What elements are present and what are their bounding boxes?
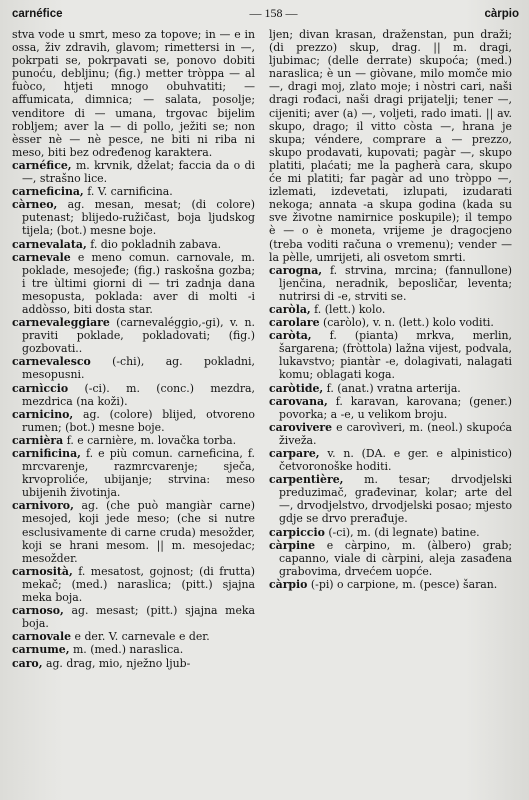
dictionary-entry: [12, 238, 255, 251]
dictionary-entry: [12, 657, 255, 670]
entry-definition: (carnevaléggio,-gi), v. n. praviti poklade, pokladovati; (fig.) gozbovati..: [22, 316, 256, 356]
entry-definition: e der. V. carnevale e der.: [74, 630, 210, 644]
entry-definition: (-chi), ag. pokladni, mesopusni.: [22, 355, 255, 382]
entry-headword: carovana,: [269, 394, 328, 408]
entry-definition: ag. mesast; (pitt.) sjajna meka boja.: [22, 604, 255, 631]
dictionary-entry: [269, 303, 512, 316]
entry-headword: carpare,: [269, 447, 320, 460]
entry-headword: carolare: [269, 316, 320, 330]
entry-definition: e meno comun. carnovale, m. poklade, mesojeđe; (fig.) raskošna gozba; i tre ùltimi giorni di — tri zadnja dana mesopusta, poklada: aver di molti -i addòsso, biti dosta star.: [22, 250, 255, 316]
entry-headword: carnivoro,: [12, 499, 74, 513]
dictionary-entry: [12, 604, 255, 630]
entry-definition: e càrpino, m. (àlbero) grab; capanno, viale di càrpini, aleja zasađena grabovima, drvećem uopće.: [279, 538, 512, 578]
entry-definition: f. e carnière, m. lovačka torba.: [66, 433, 237, 447]
dictionary-entry: [12, 499, 255, 564]
entry-headword: carnosità,: [12, 564, 73, 578]
entry-definition: v. n. (DA. e ger. e alpinistico) četvoronoške hoditi.: [279, 447, 513, 474]
entry-headword: carnicino,: [12, 407, 74, 421]
entry-headword: carpentière,: [269, 473, 344, 487]
entry-definition: f. (anat.) vratna arterija.: [326, 381, 461, 395]
dictionary-entry: [12, 447, 255, 499]
dictionary-entry: [269, 329, 512, 381]
dictionary-entry: [12, 565, 255, 604]
entry-headword: carnume,: [12, 643, 70, 657]
dictionary-entry: [12, 643, 255, 656]
left-guide-word: carnéfice: [12, 8, 63, 20]
entry-headword: caròta,: [269, 329, 312, 343]
right-column: [269, 28, 512, 670]
entry-definition: m. krvnik, dželat; faccia da o di —, strašno lice.: [22, 158, 255, 186]
dictionary-entry: [12, 28, 255, 159]
entry-headword: carogna,: [269, 263, 323, 277]
dictionary-entry: [12, 630, 255, 643]
entry-headword: caròla,: [269, 302, 311, 316]
dictionary-entry: [269, 473, 512, 525]
entry-headword: càrpio: [269, 577, 308, 591]
right-guide-word: càrpio: [484, 8, 519, 20]
entry-headword: carnovale: [12, 630, 72, 644]
entry-definition: (-pi) o carpione, m. (pesce) šaran.: [310, 577, 498, 591]
dictionary-entry: [12, 382, 255, 408]
entry-definition: f. (pianta) mrkva, merlin, šargarena; (fròttola) lažna vijest, podvala, lukavstvo; piantàr -e, dolagivati, nalagati komu; oblagati koga.: [279, 329, 513, 382]
dictionary-entry: [269, 28, 512, 264]
entry-headword: carovivere: [269, 420, 333, 434]
entry-headword: càrneo,: [12, 198, 58, 212]
dictionary-entry: [269, 447, 512, 473]
entry-definition: ag. drag, mio, nježno ljub-: [45, 656, 191, 670]
entry-definition: f. strvina, mrcina; (fannullone) ljenčina, neradnik, beposličar, leventa; nutrirsi di -e, strviti se.: [279, 263, 513, 303]
entry-definition: f. dio pokladnih zabava.: [90, 237, 222, 251]
dictionary-entry: [269, 421, 512, 447]
dictionary-entry: [12, 408, 255, 434]
dictionary-entry: [12, 159, 255, 185]
entry-definition: f. karavan, karovana; (gener.) povorka; a -e, u velikom broju.: [279, 394, 512, 421]
entry-definition: e carovìveri, m. (neol.) skupoća živeža.: [279, 420, 512, 447]
entry-definition: ag. mesan, mesat; (di colore) putenast; blijedo-ružičast, boja ljudskog tijela; (bot.) mesne boje.: [22, 198, 255, 238]
dictionary-entry: [12, 185, 255, 198]
entry-definition: stva vode u smrt, meso za topove; in — e in ossa, živ zdravih, glavom; rimettersi in —, pokrpati se, pokrpavati se, ponovo dobiti punoću, debljinu; (fig.) metter tròppa — al fuòco, htjeti mnogo obuhvatiti; — affumicata, dimnica; — salata, posolje; venditore di — umana, trgovac bijelim robljem; aver la — di pollo, ježiti se; non èsser nè — nè pesce, ne biti ni riba ni meso, biti bez određenog karaktera.: [12, 28, 255, 159]
entry-definition: ag. (colore) blijed, otvoreno rumen; (bot.) mesne boje.: [22, 407, 255, 434]
entry-headword: carneficina,: [12, 185, 84, 199]
dictionary-entry: [269, 264, 512, 303]
dictionary-entry: [12, 355, 255, 381]
entry-headword: carnoso,: [12, 604, 64, 618]
entry-definition: ljen; divan krasan, draženstan, pun draži; (di prezzo) skup, drag. || m. dragi, ljubimac; (delle derrate) skupoća; (med.) naraslica; è un — giòvane, milo momče mio —, dragi moj, zlato moje; i nòstri cari, naši dragi rođaci, naši dragi prijatelji; tener —, cijeniti; aver (a) —, voljeti, rado imati. || av. skupo, drago; il vitto còsta —, hrana je skupa; véndere, comprare a — prezzo, skupo prodavati, kupovati; pagàr —, skupo platiti, plaćati; me la pagherà cara, skupo će mi platiti; far pagàr ad uno tròppo —, izlemati, izdevetati, izlupati, izudarati nekoga; annata -a skupa godina (kada su sve životne namirnice poskupile); il tempo è — o è moneta, vrijeme je dragocjeno (treba voditi računa o vremenu); vender — la pèlle, umrijeti, ali osvetom smrti.: [269, 28, 512, 264]
entry-definition: f. e più comun. carneficina, f. mrcvarenje, razmrcvarenje; sječa, krvoproliće, ubijanje; strvina: meso ubijenih životinja.: [22, 447, 256, 500]
entry-definition: m. tesar; drvodjelski preduzimač, građevinar, kolar; arte del —, drvodjelstvo, drvodjelski posao; mjesto gdje se drvo prerađuje.: [279, 473, 512, 526]
entry-headword: carnìccio: [12, 381, 69, 395]
entry-definition: f. V. carnificina.: [87, 185, 173, 199]
dictionary-entry: [269, 578, 512, 591]
entry-headword: caròtide,: [269, 381, 324, 395]
entry-headword: carnevaleggiare: [12, 316, 110, 330]
dictionary-entry: [269, 395, 512, 421]
left-column: [12, 28, 255, 670]
entry-headword: carnéfice,: [12, 158, 72, 172]
page-number: — 158 —: [249, 6, 298, 20]
entry-definition: m. (med.) naraslica.: [72, 643, 184, 657]
entry-headword: caro,: [12, 656, 43, 670]
dictionary-entry: [269, 526, 512, 539]
dictionary-entry: [269, 539, 512, 578]
entry-definition: f. (lett.) kolo.: [314, 302, 386, 316]
dictionary-entry: [12, 316, 255, 355]
entry-definition: (caròlo), v. n. (lett.) kolo voditi.: [323, 316, 494, 330]
dictionary-entry: [12, 434, 255, 447]
entry-headword: carnevalesco: [12, 355, 91, 369]
entry-definition: ag. (che può mangiàr carne) mesojed, koji jede meso; (che si nutre esclusivamente di carne cruda) mesožder, koji se hrani mesom. || m. mesojedac; mesožder.: [22, 499, 255, 565]
entry-headword: carnificina,: [12, 447, 81, 460]
entry-headword: carnièra: [12, 433, 64, 447]
entry-definition: (-ci). m. (conc.) mezdra, mezdrica (na koži).: [22, 381, 255, 408]
entry-headword: carpiccio: [269, 525, 325, 539]
dictionary-entry: [269, 316, 512, 329]
dictionary-entry: [12, 251, 255, 316]
entry-headword: càrpine: [269, 538, 316, 552]
page-header: [12, 4, 519, 22]
dictionary-entry: [269, 382, 512, 395]
entry-headword: carnevalata,: [12, 237, 87, 251]
entry-definition: f. mesatost, gojnost; (di frutta) mekač; (med.) naraslica; (pitt.) sjajna meka boja.: [22, 564, 255, 605]
entry-headword: carnevale: [12, 250, 71, 264]
entry-definition: (-ci), m. (di legnate) batine.: [328, 525, 480, 539]
dictionary-entry: [12, 198, 255, 237]
